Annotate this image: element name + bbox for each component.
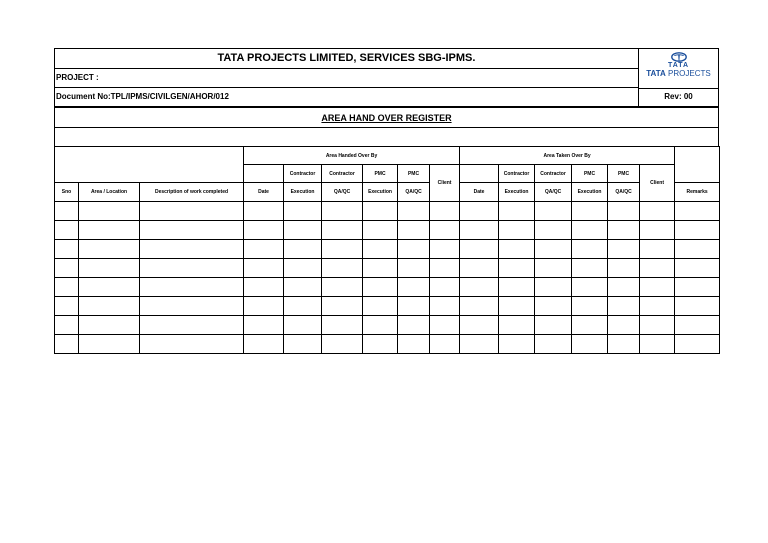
register-title: AREA HAND OVER REGISTER	[54, 107, 719, 127]
table-cell[interactable]	[535, 297, 572, 316]
table-cell[interactable]	[535, 240, 572, 259]
taken-sub-contractor-1: Contractor	[499, 165, 535, 183]
table-cell[interactable]	[640, 240, 675, 259]
logo-company-name: TATA PROJECTS	[646, 69, 711, 78]
col-area-location: Area / Location	[79, 183, 140, 202]
table-cell[interactable]	[322, 221, 363, 240]
table-cell[interactable]	[430, 335, 460, 354]
table-cell[interactable]	[675, 202, 720, 221]
col-sno: Sno	[55, 183, 79, 202]
table-cell[interactable]	[430, 240, 460, 259]
table-cell[interactable]	[398, 240, 430, 259]
table-cell[interactable]	[363, 316, 398, 335]
table-cell[interactable]	[535, 221, 572, 240]
table-cell[interactable]	[675, 335, 720, 354]
table-cell[interactable]	[140, 297, 244, 316]
table-cell[interactable]	[284, 221, 322, 240]
table-cell[interactable]	[608, 202, 640, 221]
table-cell[interactable]	[244, 316, 284, 335]
table-cell[interactable]	[572, 221, 608, 240]
handed-sub-contractor-2: Contractor	[322, 165, 363, 183]
table-cell[interactable]	[608, 278, 640, 297]
group-area-taken-over-by: Area Taken Over By	[460, 147, 675, 165]
table-cell[interactable]	[79, 240, 140, 259]
table-cell[interactable]	[499, 240, 535, 259]
table-cell[interactable]	[499, 221, 535, 240]
table-cell[interactable]	[79, 278, 140, 297]
table-cell[interactable]	[535, 259, 572, 278]
taken-sub-pmc-2: PMC	[608, 165, 640, 183]
table-cell[interactable]	[284, 202, 322, 221]
table-cell[interactable]	[535, 278, 572, 297]
table-cell[interactable]	[499, 278, 535, 297]
table-cell[interactable]	[572, 278, 608, 297]
table-cell[interactable]	[398, 278, 430, 297]
table-cell[interactable]	[55, 240, 79, 259]
table-cell[interactable]	[363, 297, 398, 316]
table-cell[interactable]	[675, 297, 720, 316]
handed-sub-contractor-1: Contractor	[284, 165, 322, 183]
table-cell[interactable]	[499, 259, 535, 278]
table-cell[interactable]	[79, 335, 140, 354]
table-cell[interactable]	[244, 202, 284, 221]
table-cell[interactable]	[79, 202, 140, 221]
table-cell[interactable]	[284, 335, 322, 354]
table-cell[interactable]	[535, 202, 572, 221]
table-cell[interactable]	[640, 221, 675, 240]
table-cell[interactable]	[79, 259, 140, 278]
handover-table	[54, 146, 720, 354]
taken-col-pmc-execution: Execution	[572, 183, 608, 202]
document-number: Document No:TPL/IPMS/CIVILGEN/AHOR/012	[55, 88, 639, 106]
title-row	[55, 49, 718, 69]
handed-col-date: Date	[244, 183, 284, 202]
table-cell[interactable]	[398, 297, 430, 316]
logo-word: TATA	[667, 62, 690, 69]
table-cell[interactable]	[460, 297, 499, 316]
handed-col-qaqc: QA/QC	[322, 183, 363, 202]
taken-sub-contractor-2: Contractor	[535, 165, 572, 183]
table-row	[55, 278, 720, 297]
table-cell[interactable]	[244, 297, 284, 316]
table-cell[interactable]	[140, 240, 244, 259]
col-remarks: Remarks	[675, 183, 720, 202]
table-cell[interactable]	[460, 202, 499, 221]
table-cell[interactable]	[322, 240, 363, 259]
table-cell[interactable]	[140, 259, 244, 278]
table-cell[interactable]	[79, 297, 140, 316]
table-cell[interactable]	[608, 259, 640, 278]
table-cell[interactable]	[499, 316, 535, 335]
table-cell[interactable]	[675, 259, 720, 278]
table-cell[interactable]	[572, 297, 608, 316]
table-cell[interactable]	[55, 259, 79, 278]
handed-sub-pmc-1: PMC	[363, 165, 398, 183]
table-cell[interactable]	[363, 202, 398, 221]
table-cell[interactable]	[675, 240, 720, 259]
table-cell[interactable]	[430, 221, 460, 240]
table-cell[interactable]	[430, 278, 460, 297]
table-cell[interactable]	[608, 221, 640, 240]
table-cell[interactable]	[55, 202, 79, 221]
column-header-row	[55, 183, 720, 202]
table-cell[interactable]	[79, 221, 140, 240]
table-cell[interactable]	[244, 240, 284, 259]
table-cell[interactable]	[499, 297, 535, 316]
table-cell[interactable]	[675, 221, 720, 240]
taken-client-header: Client	[640, 165, 675, 202]
table-cell[interactable]	[572, 259, 608, 278]
table-cell[interactable]	[460, 335, 499, 354]
table-cell[interactable]	[363, 221, 398, 240]
table-row	[55, 297, 720, 316]
table-cell[interactable]	[363, 240, 398, 259]
table-cell[interactable]	[322, 278, 363, 297]
table-cell[interactable]	[675, 278, 720, 297]
table-cell[interactable]	[55, 316, 79, 335]
table-cell[interactable]	[460, 221, 499, 240]
taken-col-execution: Execution	[499, 183, 535, 202]
table-cell[interactable]	[244, 221, 284, 240]
table-cell[interactable]	[363, 259, 398, 278]
table-cell[interactable]	[640, 335, 675, 354]
table-cell[interactable]	[140, 221, 244, 240]
table-cell[interactable]	[322, 335, 363, 354]
table-cell[interactable]	[398, 202, 430, 221]
table-cell[interactable]	[430, 259, 460, 278]
table-cell[interactable]	[284, 278, 322, 297]
table-cell[interactable]	[398, 221, 430, 240]
table-cell[interactable]	[363, 335, 398, 354]
table-cell[interactable]	[244, 259, 284, 278]
taken-col-qaqc: QA/QC	[535, 183, 572, 202]
table-cell[interactable]	[675, 316, 720, 335]
table-cell[interactable]	[55, 278, 79, 297]
table-cell[interactable]	[572, 202, 608, 221]
tata-logo-icon	[671, 52, 687, 62]
table-cell[interactable]	[640, 259, 675, 278]
table-cell[interactable]	[284, 297, 322, 316]
table-cell[interactable]	[640, 297, 675, 316]
table-cell[interactable]	[398, 335, 430, 354]
revision-label: Rev: 00	[664, 92, 693, 101]
table-cell[interactable]	[460, 259, 499, 278]
table-cell[interactable]	[140, 335, 244, 354]
table-cell[interactable]	[398, 316, 430, 335]
table-cell[interactable]	[460, 278, 499, 297]
col-description: Description of work completed	[140, 183, 244, 202]
table-cell[interactable]	[55, 297, 79, 316]
register-sheet	[54, 48, 719, 354]
sub-header-row	[55, 165, 720, 183]
table-cell[interactable]	[55, 221, 79, 240]
table-row	[55, 316, 720, 335]
table-cell[interactable]	[460, 316, 499, 335]
group-area-handed-over-by: Area Handed Over By	[244, 147, 460, 165]
table-cell[interactable]	[640, 202, 675, 221]
taken-col-date: Date	[460, 183, 499, 202]
table-cell[interactable]	[322, 259, 363, 278]
table-cell[interactable]	[322, 202, 363, 221]
table-cell[interactable]	[284, 316, 322, 335]
project-row	[55, 69, 718, 88]
table-row	[55, 240, 720, 259]
table-cell[interactable]	[430, 297, 460, 316]
table-cell[interactable]	[284, 259, 322, 278]
taken-col-pmc-qaqc: QA/QC	[608, 183, 640, 202]
table-cell[interactable]	[55, 335, 79, 354]
table-cell[interactable]	[140, 278, 244, 297]
table-cell[interactable]	[535, 316, 572, 335]
table-cell[interactable]	[322, 297, 363, 316]
handed-col-pmc-execution: Execution	[363, 183, 398, 202]
group-header-row	[55, 147, 720, 165]
table-cell[interactable]	[572, 335, 608, 354]
table-cell[interactable]	[499, 202, 535, 221]
taken-sub-pmc-1: PMC	[572, 165, 608, 183]
table-row	[55, 335, 720, 354]
table-cell[interactable]	[140, 316, 244, 335]
blank-row	[54, 127, 719, 146]
table-cell[interactable]	[608, 297, 640, 316]
table-cell[interactable]	[284, 240, 322, 259]
table-cell[interactable]	[572, 240, 608, 259]
table-cell[interactable]	[608, 240, 640, 259]
table-cell[interactable]	[398, 259, 430, 278]
company-title: TATA PROJECTS LIMITED, SERVICES SBG-IPMS.	[55, 49, 639, 68]
document-row	[55, 88, 718, 107]
table-cell[interactable]	[140, 202, 244, 221]
table-cell[interactable]	[430, 202, 460, 221]
table-row	[55, 259, 720, 278]
table-row	[55, 202, 720, 221]
table-cell[interactable]	[608, 335, 640, 354]
table-row	[55, 221, 720, 240]
table-cell[interactable]	[535, 335, 572, 354]
table-cell[interactable]	[244, 278, 284, 297]
table-cell[interactable]	[499, 335, 535, 354]
table-cell[interactable]	[640, 278, 675, 297]
table-cell[interactable]	[640, 316, 675, 335]
table-cell[interactable]	[430, 316, 460, 335]
table-cell[interactable]	[244, 335, 284, 354]
table-cell[interactable]	[363, 278, 398, 297]
table-cell[interactable]	[79, 316, 140, 335]
handed-sub-pmc-2: PMC	[398, 165, 430, 183]
tata-projects-logo	[639, 49, 718, 89]
handed-col-execution: Execution	[284, 183, 322, 202]
handed-col-pmc-qaqc: QA/QC	[398, 183, 430, 202]
handed-client-header: Client	[430, 165, 460, 202]
table-cell[interactable]	[322, 316, 363, 335]
table-cell[interactable]	[608, 316, 640, 335]
project-label: PROJECT :	[55, 69, 639, 87]
document-header	[54, 48, 719, 107]
table-cell[interactable]	[572, 316, 608, 335]
table-cell[interactable]	[460, 240, 499, 259]
